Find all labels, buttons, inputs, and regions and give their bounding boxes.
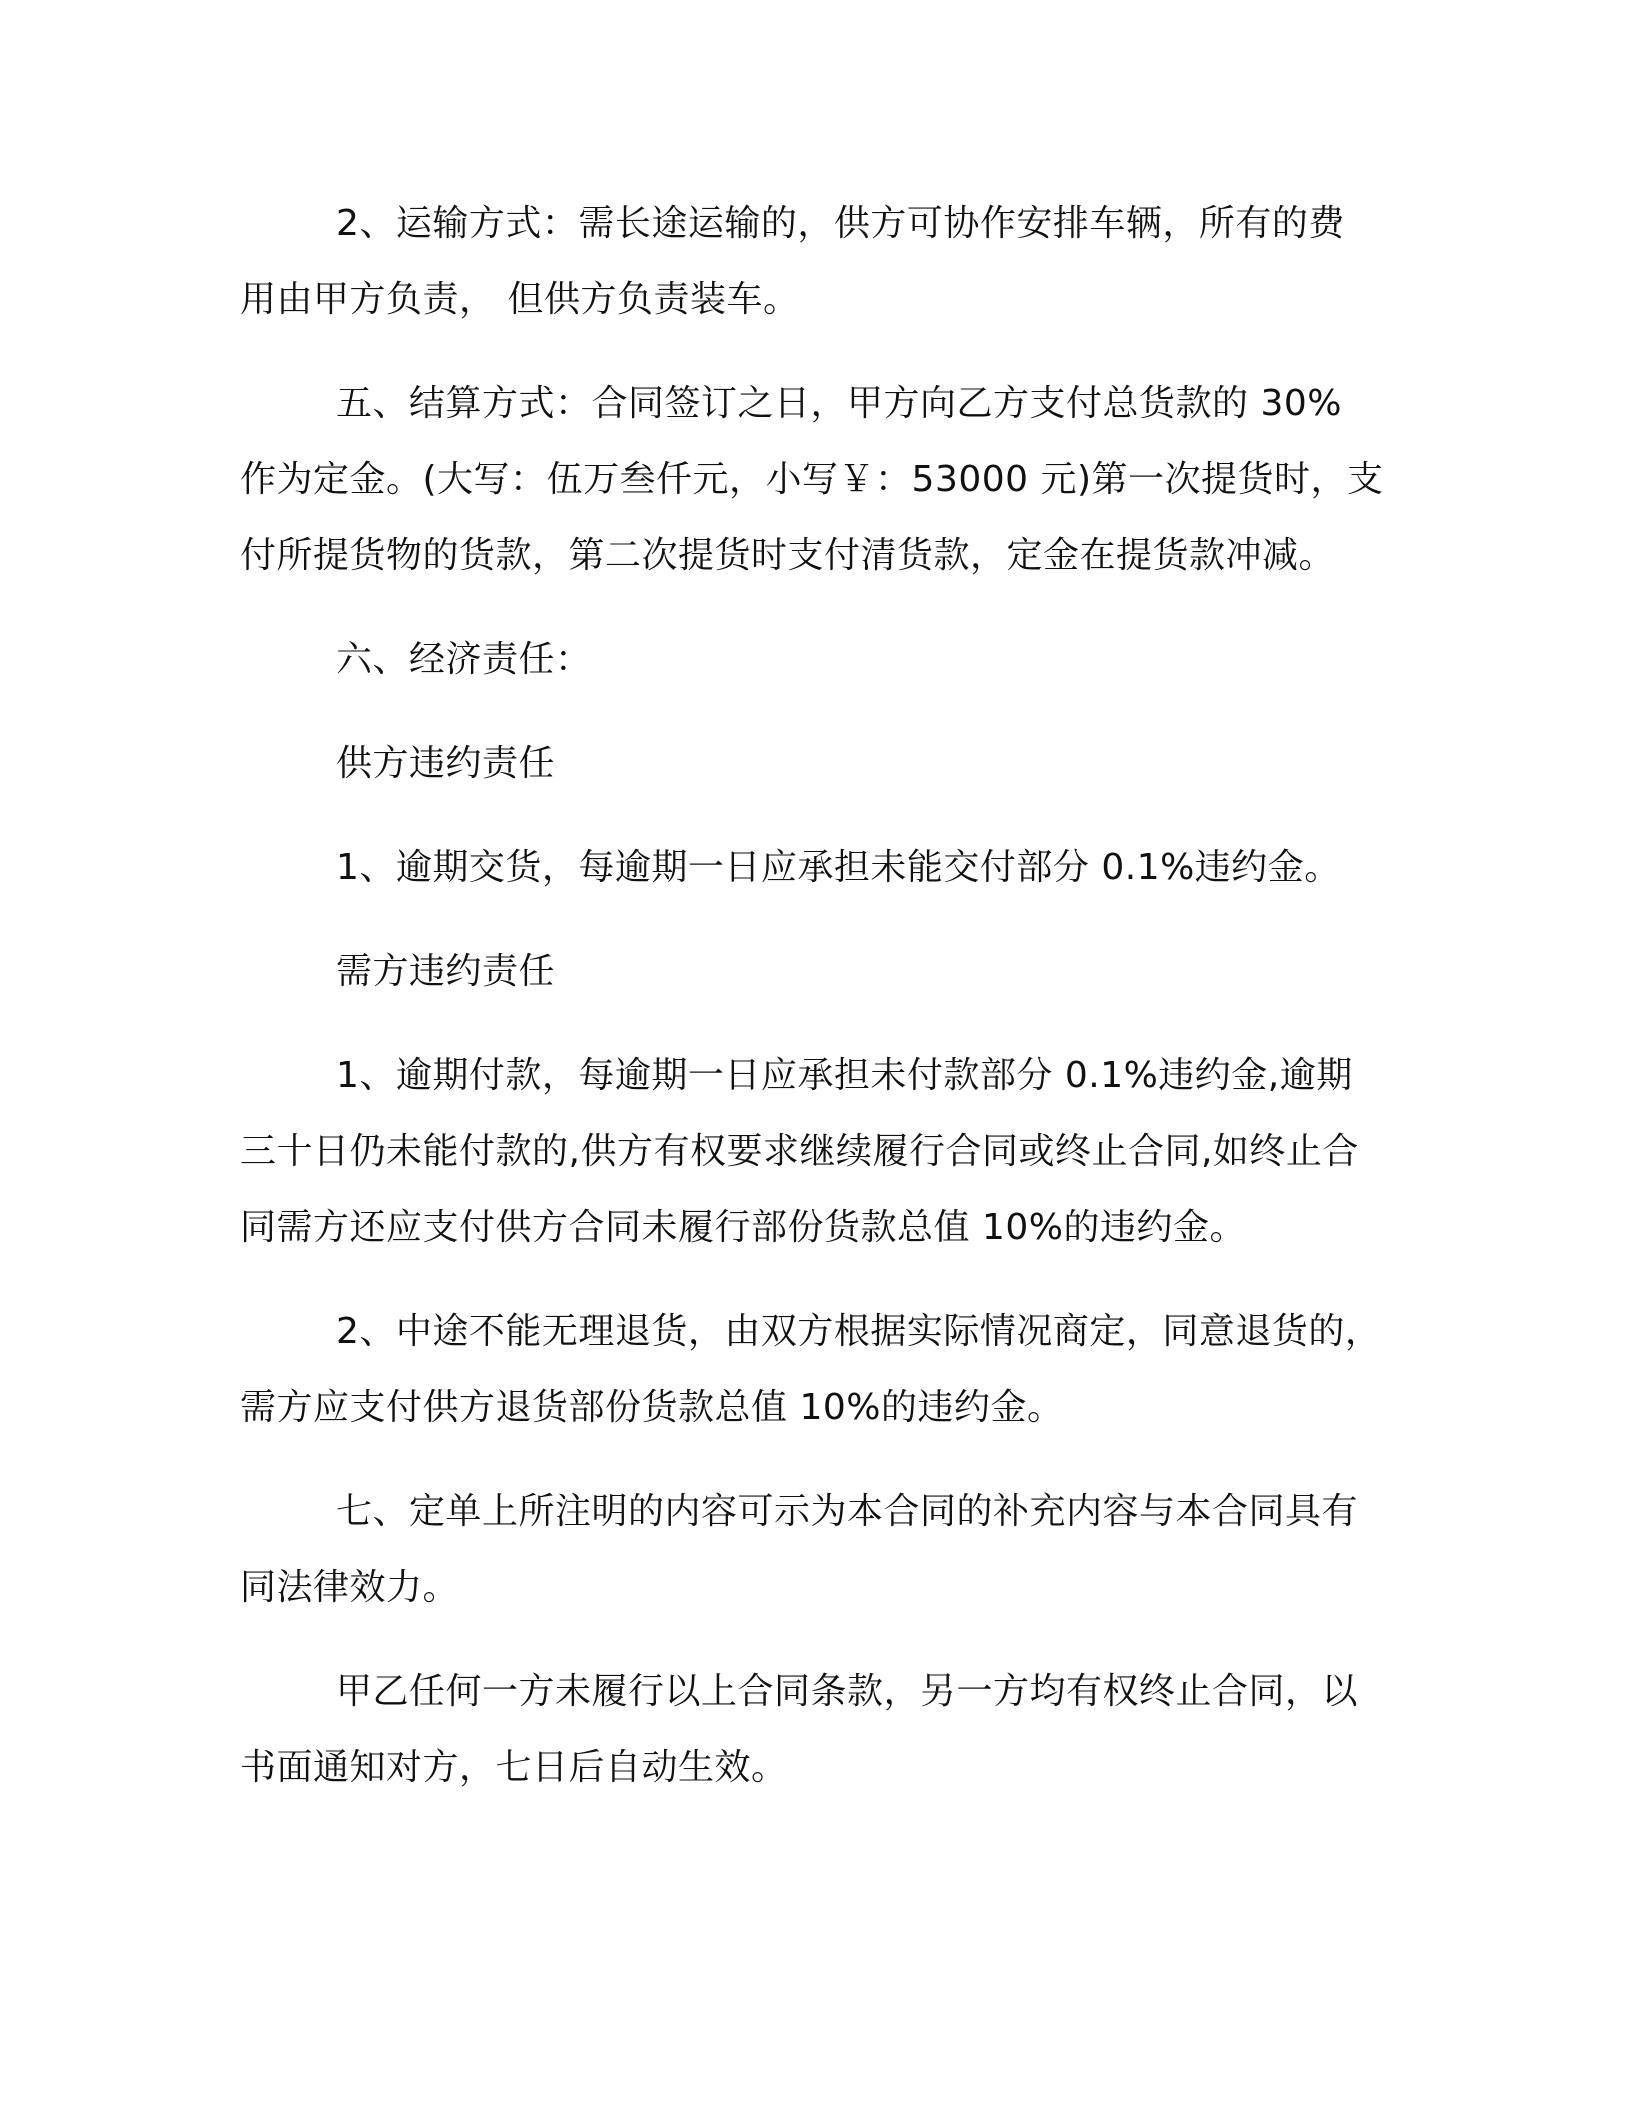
text-line: 需方应支付供方退货部份货款总值 10%的违约金。 <box>240 1387 1064 1428</box>
paragraph-order-supplement <box>240 1474 1390 1626</box>
text-line: 甲乙任何一方未履行以上合同条款，另一方均有权终止合同，以 <box>336 1671 1359 1712</box>
text-line: 2、运输方式：需长途运输的，供方可协作安排车辆，所有的费 <box>336 203 1345 244</box>
text-line: 2、中途不能无理退货，由双方根据实际情况商定，同意退货的， <box>336 1311 1382 1352</box>
text-line: 同法律效力。 <box>240 1567 460 1608</box>
text-line: 1、逾期付款，每逾期一日应承担未付款部分 0.1%违约金,逾期 <box>336 1055 1353 1096</box>
paragraph-settlement <box>240 366 1390 594</box>
text-line: 三十日仍未能付款的,供方有权要求继续履行合同或终止合同,如终止合 <box>240 1131 1359 1172</box>
text-line: 作为定金。(大写：伍万叁仟元，小写￥：53000 元)第一次提货时，支 <box>240 459 1384 500</box>
paragraph-late-delivery <box>240 830 1390 906</box>
paragraph-termination <box>240 1654 1390 1806</box>
text-line: 付所提货物的货款，第二次提货时支付清货款，定金在提货款冲减。 <box>240 535 1336 576</box>
text-line: 供方违约责任 <box>336 743 556 784</box>
paragraph-transport <box>240 186 1390 338</box>
heading-economic-liability <box>240 622 1390 698</box>
paragraph-returns <box>240 1294 1390 1446</box>
text-line: 七、定单上所注明的内容可示为本合同的补充内容与本合同具有 <box>336 1491 1359 1532</box>
document-body <box>240 186 1390 1834</box>
text-line: 书面通知对方，七日后自动生效。 <box>240 1747 788 1788</box>
text-line: 1、逾期交货，每逾期一日应承担未能交付部分 0.1%违约金。 <box>336 847 1341 888</box>
text-line: 同需方还应支付供方合同未履行部份货款总值 10%的违约金。 <box>240 1207 1246 1248</box>
heading-buyer-breach <box>240 934 1390 1010</box>
text-line: 五、结算方式：合同签订之日，甲方向乙方支付总货款的 30% <box>336 383 1342 424</box>
text-line: 需方违约责任 <box>336 951 556 992</box>
paragraph-late-payment <box>240 1038 1390 1266</box>
text-line: 用由甲方负责， 但供方负责装车。 <box>240 279 800 320</box>
text-line: 六、经济责任： <box>336 639 592 680</box>
heading-supplier-breach <box>240 726 1390 802</box>
